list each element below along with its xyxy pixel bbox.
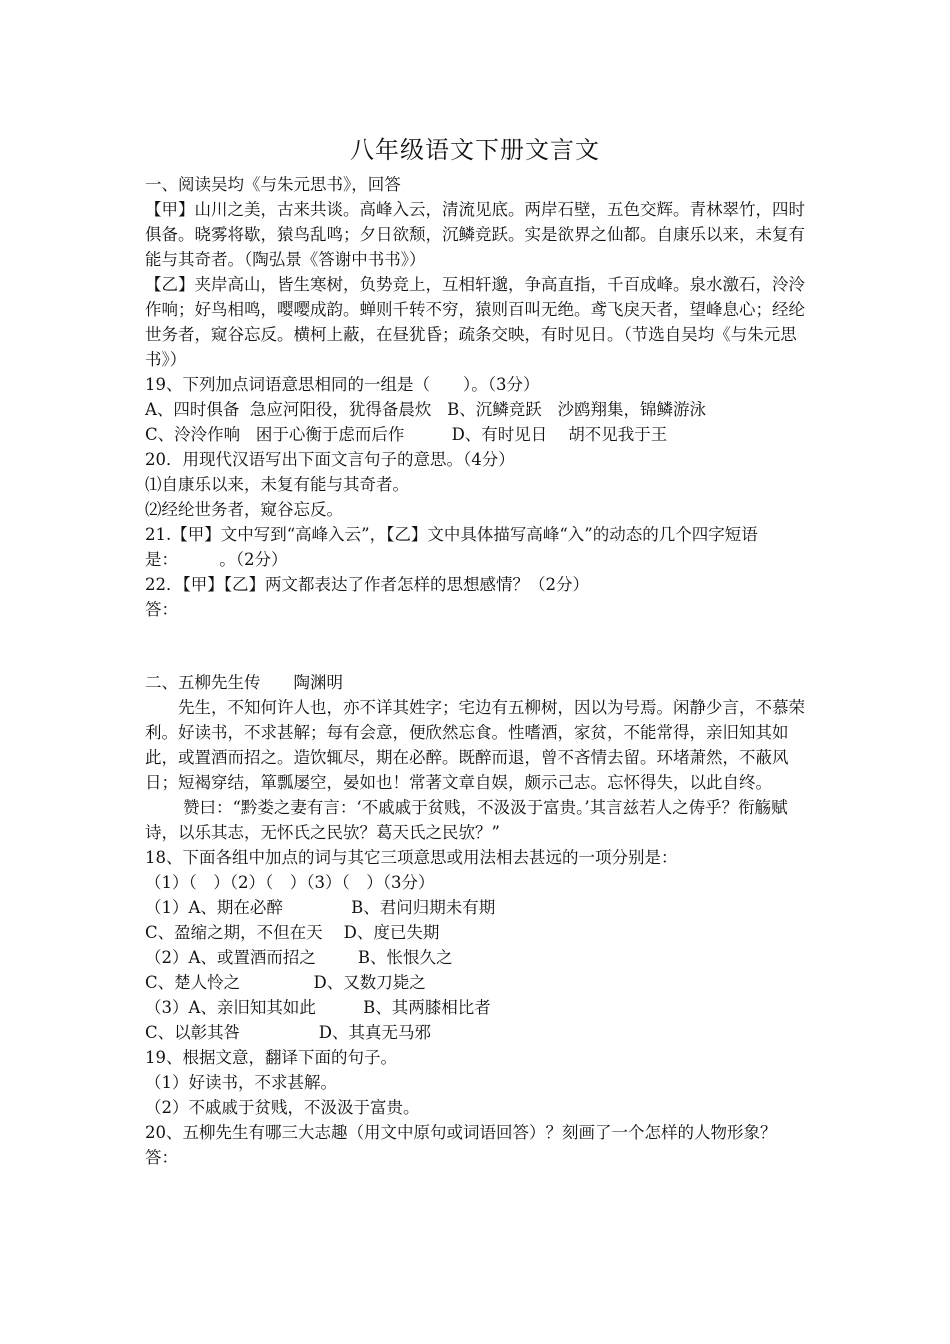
question-18: 18、下面各组中加点的词与其它三项意思或用法相去甚远的一项分别是： — [145, 848, 678, 867]
question-18-group-1-cd: C、盈缩之期，不但在天 D、度已失期 — [145, 923, 440, 942]
question-19-item-1: （1）好读书，不求甚解。 — [145, 1073, 337, 1092]
question-19-translate: 19、根据文意，翻译下面的句子。 — [145, 1048, 397, 1067]
document-body — [145, 172, 810, 1170]
question-20-item-2: ⑵经纶世务者，窥谷忘反。 — [145, 500, 343, 519]
question-20: 20．用现代汉语写出下面文言句子的意思。（4分） — [145, 450, 515, 469]
question-18-group-3-cd: C、以彰其咎 D、其真无马邪 — [145, 1023, 432, 1042]
section-spacer — [145, 622, 810, 670]
question-20-item-1: ⑴自康乐以来，未复有能与其奇者。 — [145, 475, 409, 494]
question-19-options-ab: A、四时俱备 急应河阳役，犹得备晨炊 B、沉鳞竞跃 沙鸥翔集，锦鳞游泳 — [145, 400, 706, 419]
answer-label-2: 答： — [145, 1148, 178, 1167]
question-19: 19、下列加点词语意思相同的一组是（ ）。（3分） — [145, 375, 540, 394]
passage-paragraph-1: 先生，不知何许人也，亦不详其姓字；宅边有五柳树，因以为号焉。闲静少言，不慕荣利。好读书，不求甚解；每有会意，便欣然忘食。性嗜酒，家贫，不能常得，亲旧知其如此，或置酒而招之。造饮辄尽，期在必醉。既醉而退，曾不吝情去留。环堵萧然，不蔽风日；短褐穿结，箪瓢屡空，晏如也！常著文章自娱，颇示己志。忘怀得失，以此自终。 — [145, 698, 805, 792]
section1-heading: 一、阅读吴均《与朱元思书》，回答 — [145, 175, 401, 194]
question-18-group-2-cd: C、楚人怜之 D、又数刀毙之 — [145, 973, 426, 992]
question-19-item-2: （2）不戚戚于贫贱，不汲汲于富贵。 — [145, 1098, 420, 1117]
page-title: 八年级语文下册文言文 — [350, 136, 600, 164]
question-18-group-2-ab: （2）A、或置酒而招之 B、怅恨久之 — [145, 948, 453, 967]
question-18-blanks: （1）（ ）（2）（ ）（3）（ ）（3分） — [145, 873, 435, 892]
question-22: 22．【甲】【乙】两文都表达了作者怎样的思想感情？（2分） — [145, 575, 589, 594]
answer-label: 答： — [145, 600, 178, 619]
question-20-interests: 20、五柳先生有哪三大志趣（用文中原句或词语回答）？刻画了一个怎样的人物形象？ — [145, 1123, 777, 1142]
passage-b: 【乙】夹岸高山，皆生寒树，负势竞上，互相轩邈，争高直指，千百成峰。泉水激石，泠泠作响；好鸟相鸣，嘤嘤成韵。蝉则千转不穷，猿则百叫无绝。鸢飞戾天者，望峰息心；经纶世务者，窥谷忘反。横柯上蔽，在昼犹昏；疏条交映，有时见日。（节选自吴均《与朱元思书》） — [145, 275, 805, 369]
question-19-options-cd: C、泠泠作响 困于心衡于虑而后作 D、有时见日 胡不见我于王 — [145, 425, 668, 444]
question-18-group-1-ab: （1）A、期在必醉 B、君问归期未有期 — [145, 898, 496, 917]
passage-paragraph-2: 赞曰：“黔娄之妻有言：‘不戚戚于贫贱，不汲汲于富贵。’其言兹若人之俦乎？衔觞赋诗，以乐其志，无怀氏之民欤？葛天氏之民欤？” — [145, 798, 788, 842]
question-18-group-3-ab: （3）A、亲旧知其如此 B、其两膝相比者 — [145, 998, 491, 1017]
section2-heading: 二、五柳先生传 陶渊明 — [145, 673, 343, 692]
passage-a: 【甲】山川之美，古来共谈。高峰入云，清流见底。两岸石壁，五色交辉。青林翠竹，四时俱备。晓雾将歇，猿鸟乱鸣；夕日欲颓，沉鳞竞跃。实是欲界之仙都。自康乐以来，未复有能与其奇者。（陶弘景《答谢中书书》） — [145, 200, 805, 269]
question-21: 21.【甲】文中写到“高峰入云”，【乙】文中具体描写高峰“入”的动态的几个四字短语是： 。（2分） — [145, 525, 758, 569]
